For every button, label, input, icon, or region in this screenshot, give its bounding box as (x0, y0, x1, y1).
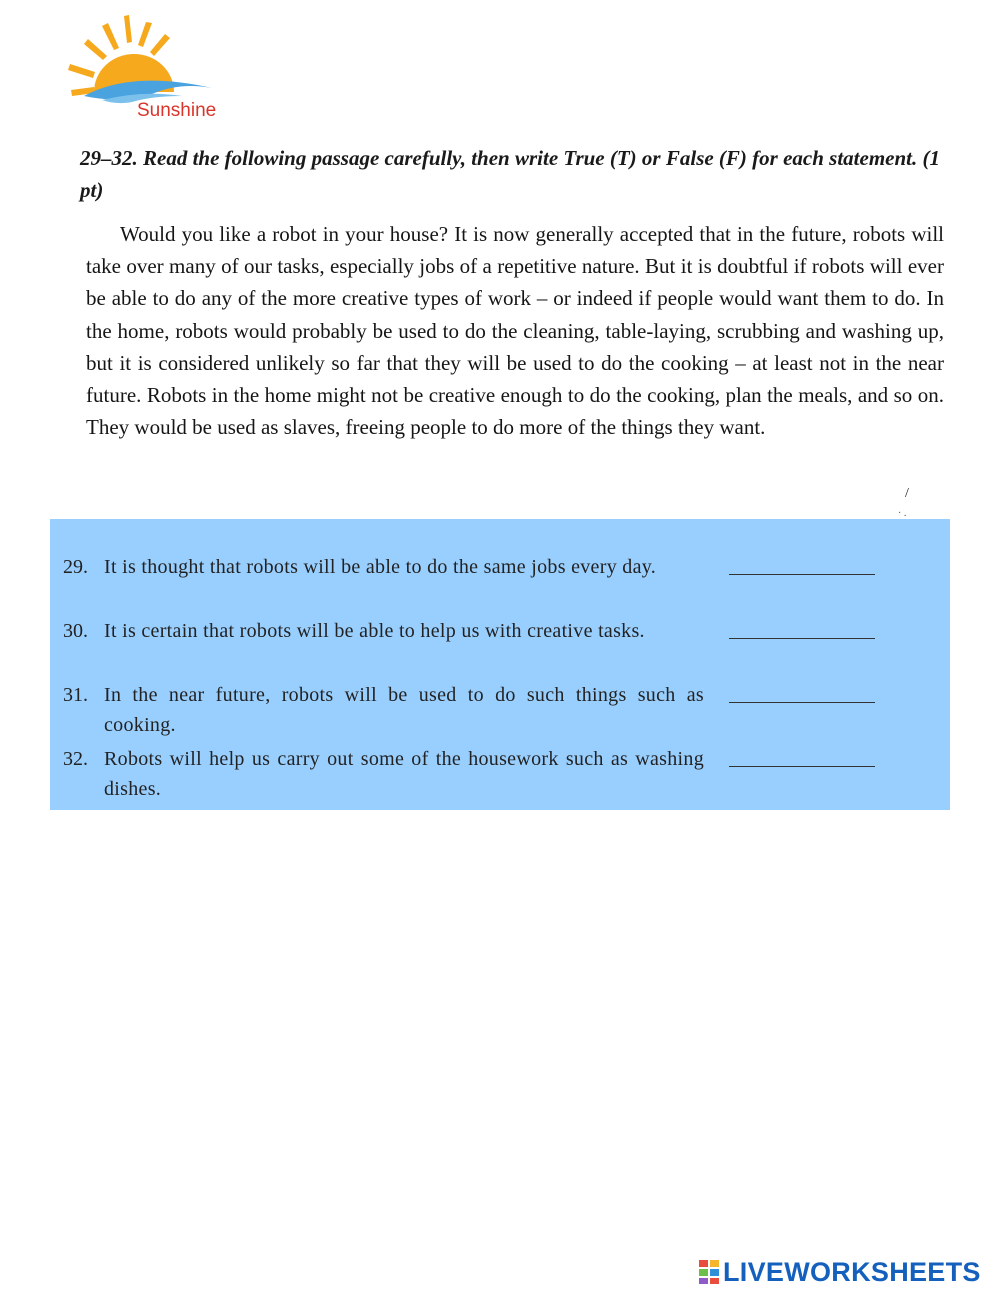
question-text: In the near future, robots will be used to do such things such as cooking. (104, 684, 704, 736)
question-text: Robots will help us carry out some of the housework such as washing dishes. (104, 748, 704, 800)
question-31 (63, 680, 938, 744)
liveworksheets-brand (697, 1254, 981, 1290)
question-text: It is certain that robots will be able to help us with creative tasks. (104, 620, 645, 642)
question-number: 30. (63, 620, 88, 642)
question-30 (63, 616, 938, 680)
question-number: 32. (63, 748, 88, 770)
answer-input-32[interactable] (729, 766, 875, 767)
answer-input-29[interactable] (729, 574, 875, 575)
answer-input-30[interactable] (729, 638, 875, 639)
question-text: It is thought that robots will be able to do the same jobs every day. (104, 556, 657, 578)
question-number: 29. (63, 556, 88, 578)
questions-panel (50, 519, 950, 810)
reading-passage (86, 218, 944, 443)
logo-text: Sunshine (137, 100, 217, 121)
sunshine-logo (62, 12, 222, 124)
question-32 (63, 744, 938, 808)
liveworksheets-logo-icon (697, 1259, 721, 1285)
exercise-instructions: 29–32. Read the following passage carefully, then write True (T) or False (F) for each statement. (1 pt) (80, 146, 940, 202)
stray-mark: · . (898, 508, 907, 519)
liveworksheets-wordmark: LIVEWORKSHEETS (723, 1256, 981, 1287)
answer-input-31[interactable] (729, 702, 875, 703)
question-number: 31. (63, 684, 88, 706)
stray-mark: / (905, 486, 909, 501)
question-29 (63, 552, 938, 616)
passage-text: Would you like a robot in your house? It is now generally accepted that in the future, robots will take over many of our tasks, especially jobs of a repetitive nature. But it is doubtful if robots will ever be able to do any of the more creative types of work – or indeed if people would want them to do. In the home, robots would probably be used to do the cleaning, table-laying, scrubbing and washing up, but it is considered unlikely so far that they will be used to do the cooking – at least not in the near future. Robots in the home might not be creative enough to do the cooking, plan the meals, and so on. They would be used as slaves, freeing people to do more of the things they want. (86, 222, 944, 440)
